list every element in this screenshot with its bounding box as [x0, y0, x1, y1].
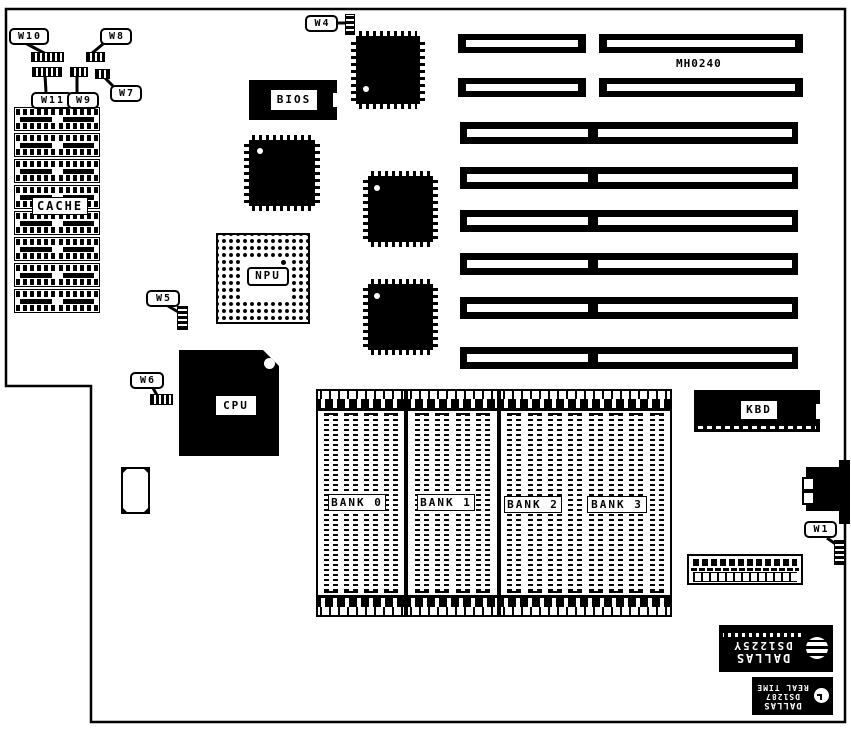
isa-slot — [460, 297, 798, 319]
nvram-brand: DALLAS — [734, 650, 791, 665]
jumper-label-w8: W8 — [100, 28, 132, 45]
rtc-model: DS1287 — [765, 691, 800, 701]
jumper-label-w9: W9 — [67, 92, 99, 109]
isa-slot-segment — [458, 78, 586, 97]
cache-chip-row — [14, 159, 100, 183]
pin-header-connector — [687, 554, 803, 585]
cache-chip-row — [14, 263, 100, 287]
nvram-smallprint — [724, 633, 802, 637]
isa-slot — [460, 253, 798, 275]
din-pin — [802, 491, 815, 505]
pin1-dot-icon — [281, 260, 286, 265]
isa-slot-segment — [599, 78, 803, 97]
kbd-label: KBD — [741, 401, 777, 419]
isa-slot-segment — [599, 34, 803, 53]
jumper-block-w1 — [834, 540, 845, 565]
qfp-chip-2 — [249, 140, 315, 206]
bank1-label: BANK 1 — [417, 494, 475, 511]
din-pin — [802, 477, 815, 491]
cache-chip-row — [14, 237, 100, 261]
cache-label: CACHE — [32, 197, 88, 215]
cache-chip-row — [14, 133, 100, 157]
jumper-label-w6: W6 — [130, 372, 164, 389]
crystal-socket — [121, 467, 150, 514]
din-connector-edge — [839, 460, 850, 524]
bios-label: BIOS — [271, 90, 317, 110]
isa-slot — [460, 122, 798, 144]
jumper-label-w1: W1 — [804, 521, 837, 538]
jumper-label-w5: W5 — [146, 290, 180, 307]
jumper-label-w4: W4 — [305, 15, 338, 32]
rtc-brand: DALLAS — [763, 700, 802, 711]
nvram-model: DS1225Y — [732, 638, 793, 652]
isa-slot — [460, 210, 798, 232]
part-number: MH0240 — [676, 57, 722, 70]
isa-slot — [460, 347, 798, 369]
bank3-label: BANK 3 — [587, 496, 647, 513]
jumper-block-w7 — [95, 69, 110, 79]
jumper-block-w9 — [70, 67, 88, 77]
jumper-label-w7: W7 — [110, 85, 142, 102]
jumper-block-w5 — [177, 306, 188, 330]
jumper-label-w10: W10 — [9, 28, 49, 45]
jumper-label-w11: W11 — [31, 92, 73, 109]
dallas-logo-icon — [807, 638, 829, 660]
qfp-chip-4 — [368, 284, 433, 350]
clock-logo-icon — [814, 689, 829, 704]
cache-chip-row — [14, 107, 100, 131]
bank0-label: BANK 0 — [328, 494, 386, 511]
jumper-block-w11 — [32, 67, 62, 77]
jumper-block-w8 — [86, 52, 105, 62]
jumper-block-w6 — [150, 394, 173, 405]
qfp-chip-3 — [368, 176, 433, 242]
dallas-nvram-chip — [719, 625, 833, 672]
npu-label: NPU — [247, 267, 289, 286]
rtc-type: REAL TIME — [756, 683, 809, 693]
jumper-block-w4 — [345, 14, 355, 35]
jumper-block-w10 — [31, 52, 64, 62]
cpu-dot-icon — [264, 358, 275, 369]
isa-slot — [460, 167, 798, 189]
bank2-label: BANK 2 — [504, 496, 562, 513]
dallas-rtc-chip — [752, 677, 833, 715]
isa-slot-segment — [458, 34, 586, 53]
cache-chip-row — [14, 289, 100, 313]
cpu-label: CPU — [216, 396, 256, 415]
qfp-chip-1 — [356, 36, 420, 104]
